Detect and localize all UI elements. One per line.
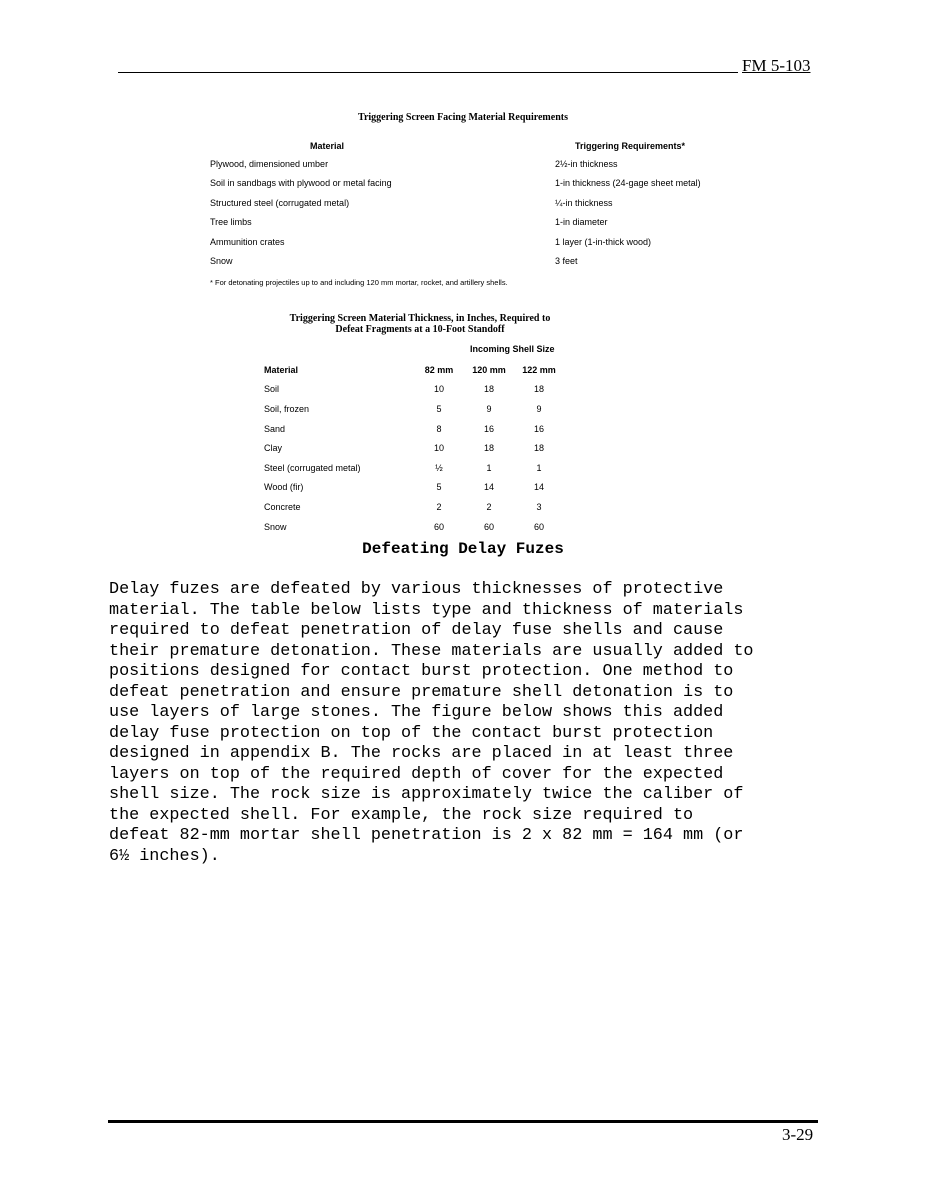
thickness-cell: 1	[536, 462, 542, 473]
table-row	[264, 399, 564, 419]
thickness-cell: 5	[436, 482, 442, 493]
table2-title-line1: Triggering Screen Material Thickness, in Inches, Required to	[289, 313, 551, 324]
table-row	[264, 497, 564, 517]
material-cell: Snow	[210, 256, 233, 267]
table-row	[264, 517, 564, 537]
thickness-cell: 9	[486, 403, 492, 414]
table-row	[210, 232, 701, 252]
thickness-cell: 16	[533, 423, 544, 434]
thickness-cell: 14	[533, 482, 544, 493]
body-paragraph	[109, 580, 839, 867]
table2-title	[250, 313, 590, 335]
material-cell: Clay	[264, 443, 283, 454]
requirement-cell: 1-in diameter	[555, 217, 608, 228]
text-line: Delay fuzes are defeated by various thicknesses of protective	[109, 580, 724, 599]
table-row	[264, 478, 564, 498]
thickness-cell: ½	[435, 462, 443, 473]
material-cell: Sand	[264, 423, 286, 434]
header-rule	[118, 72, 738, 73]
table1-footnote: * For detonating projectiles up to and including 120 mm mortar, rocket, and artillery shells.	[210, 278, 508, 287]
material-cell: Plywood, dimensioned umber	[210, 158, 329, 169]
material-cell: Tree limbs	[210, 217, 252, 228]
table2-header-122mm: 122 mm	[522, 364, 556, 375]
material-cell: Soil, frozen	[264, 403, 310, 414]
material-cell: Ammunition crates	[210, 236, 285, 247]
table1-header-requirements: Triggering Requirements*	[575, 141, 686, 151]
footer-rule	[108, 1120, 818, 1123]
requirement-cell: 3 feet	[555, 256, 578, 267]
facing-material-table	[210, 138, 701, 271]
material-cell: Concrete	[264, 501, 301, 512]
table2-header-82mm: 82 mm	[424, 364, 454, 375]
table-row	[210, 252, 701, 272]
thickness-cell: 9	[536, 403, 542, 414]
text-line: their premature detonation. These materials are usually added to	[109, 641, 754, 661]
table-row	[264, 438, 564, 458]
table-row	[210, 174, 701, 194]
thickness-cell: 18	[533, 384, 544, 395]
table1-title: Triggering Screen Facing Material Requirements	[358, 112, 568, 123]
thickness-cell: 2	[486, 501, 492, 512]
thickness-cell: 2	[436, 501, 442, 512]
requirement-cell: 1-in thickness (24-gage sheet metal)	[555, 178, 701, 189]
thickness-cell: 18	[533, 443, 544, 454]
text-line: use layers of large stones. The figure below shows this added	[109, 703, 724, 722]
thickness-cell: 10	[433, 384, 444, 395]
table2-title-line2: Defeat Fragments at a 10-Foot Standoff	[335, 324, 505, 335]
table-row	[210, 213, 701, 233]
thickness-cell: 60	[533, 521, 544, 532]
table-row	[264, 458, 564, 478]
table1-header-material: Material	[310, 141, 345, 151]
text-line: shell size. The rock size is approximately twice the caliber of	[109, 785, 744, 804]
section-title: Defeating Delay Fuzes	[362, 540, 564, 558]
table-row	[210, 154, 701, 174]
requirement-cell: 1 layer (1-in-thick wood)	[555, 236, 652, 247]
table-row	[210, 193, 701, 213]
requirement-cell: ¼-in thickness	[555, 197, 613, 208]
text-line: 6½ inches).	[109, 846, 220, 866]
thickness-cell: 18	[483, 443, 494, 454]
text-line: designed in appendix B. The rocks are placed in at least three	[109, 744, 734, 763]
requirement-cell: 2½-in thickness	[555, 158, 618, 169]
text-line: layers on top of the required depth of cover for the expected	[109, 764, 724, 784]
table-row	[264, 419, 564, 439]
material-cell: Soil	[264, 384, 280, 395]
thickness-cell: 60	[483, 521, 494, 532]
table2-header-120mm: 120 mm	[472, 364, 506, 375]
table2-header-material: Material	[264, 364, 299, 375]
thickness-cell: 3	[536, 501, 542, 512]
text-line: the expected shell. For example, the rock size required to	[109, 805, 694, 825]
text-line: defeat penetration and ensure premature shell detonation is to	[109, 682, 734, 702]
material-cell: Snow	[264, 521, 287, 532]
thickness-cell: 8	[436, 423, 442, 434]
thickness-cell: 10	[433, 443, 444, 454]
thickness-cell: 16	[483, 423, 494, 434]
material-cell: Soil in sandbags with plywood or metal facing	[210, 178, 392, 189]
document-id: FM 5-103	[742, 56, 811, 75]
table2-group-header: Incoming Shell Size	[470, 344, 555, 354]
text-line: positions designed for contact burst protection. One method to	[109, 662, 734, 681]
thickness-cell: 14	[483, 482, 494, 493]
text-line: material. The table below lists type and thickness of materials	[109, 600, 744, 620]
thickness-cell: 60	[433, 521, 444, 532]
thickness-cell: 18	[483, 384, 494, 395]
material-cell: Structured steel (corrugated metal)	[210, 197, 350, 208]
text-line: defeat 82-mm mortar shell penetration is 2 x 82 mm = 164 mm (or	[109, 826, 744, 845]
page-number: 3-29	[782, 1125, 814, 1144]
thickness-table	[264, 360, 564, 536]
thickness-cell: 1	[486, 462, 492, 473]
material-cell: Wood (fir)	[264, 482, 304, 493]
table-row	[264, 380, 564, 400]
text-line: delay fuse protection on top of the contact burst protection	[109, 723, 714, 743]
material-cell: Steel (corrugated metal)	[264, 462, 361, 473]
thickness-cell: 5	[436, 403, 442, 414]
text-line: required to defeat penetration of delay fuse shells and cause	[109, 621, 724, 640]
